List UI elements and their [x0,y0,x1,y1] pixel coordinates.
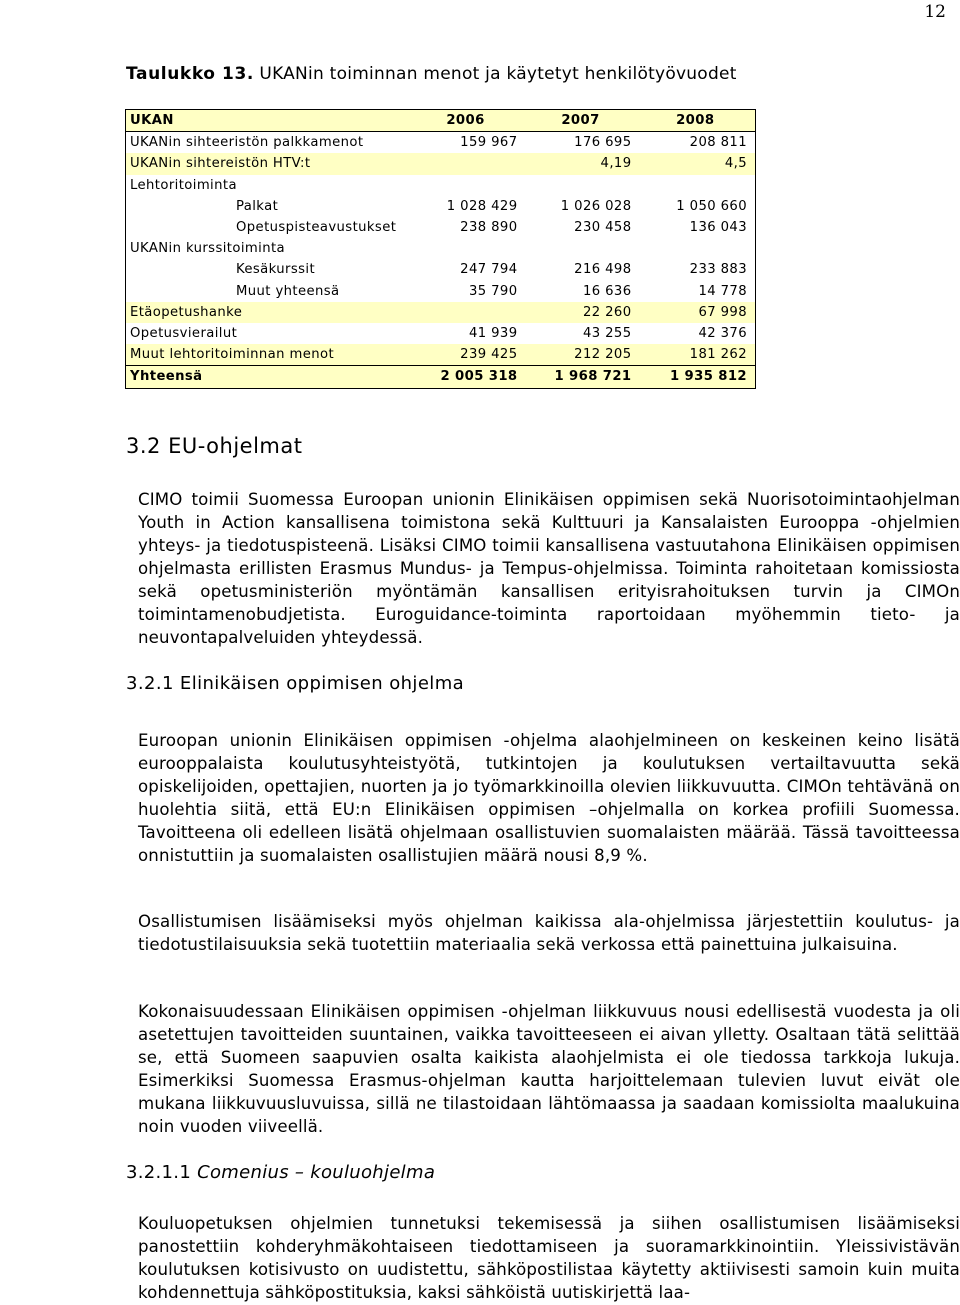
table-total-row [126,366,756,388]
row-value: 1 028 429 [446,198,518,214]
row-value: 230 458 [574,220,632,236]
subsubsection-title: Comenius – kouluohjelma [197,1162,436,1183]
subsubsection-number: 3.2.1.1 [126,1162,192,1183]
row-label: UKANin sihteeristön palkkamenot [130,135,364,151]
row-value: 238 890 [460,220,518,236]
row-value [526,175,640,196]
subsection-paragraph: Euroopan unionin Elinikäisen oppimisen -ohjelma alaohjelmineen on keskeinen keino lisätä eurooppalaista koulutusyhteistyötä, tutkintojen ja koulutuksen vertailtavuutta sekä opiskelijoiden, opettajien, nuorten ja jo työmarkkinoilla olevien liikkuvuutta. CIMOn tehtävänä on huolehtia siitä, että EU:n Elinikäisen oppimisen –ohjelmalla on korkea profiili Suomessa. Tavoitteena oli edelleen lisätä ohjelmaan osallistuvien suomalaisten määrää. Tässä tavoitteessa onnistuttiin ja suomalaisten osallistujien määrä nousi 8,9 %. [138,731,960,865]
header-year: 2007 [526,110,640,132]
row-label: Muut yhteensä [236,283,340,299]
row-label: Lehtoritoiminta [130,177,237,193]
row-value: 4,5 [640,153,756,174]
row-label: UKANin kurssitoiminta [130,241,286,257]
section-paragraph: CIMO toimii Suomessa Euroopan unionin Elinikäisen oppimisen sekä Nuorisotoimintaohjelman Youth in Action kansallisena toimistona sekä Kulttuuri ja Kansalaisten Eurooppa -ohjelmien yhteys- ja tiedotuspisteenä. Lisäksi CIMO toimii kansallisena vastuutahona Elinikäisen oppimisen ohjelmasta erillisten Erasmus Mundus- ja Tempus-ohjelmissa. Toiminta rahoitetaan komissiosta sekä opetusministeriön myöntämän kansallisen erityisrahoituksen turvin ja CIMOn toimintamenobudjetista. Euroguidance-toiminta raportoidaan myöhemmin tieto- ja neuvontapalveluiden yhteydessä. [138,490,960,647]
caption-text: UKANin toiminnan menot ja käytetyt henkilötyövuodet [259,64,737,84]
table-row [126,281,756,302]
table-row [126,238,756,259]
subsubsection-paragraph: Kouluopetuksen ohjelmien tunnetuksi tekemisessä ja siihen osallistumisen lisäämiseksi panostettiin kohderyhmäkohtaiseen tiedottamiseen ja suoramarkkinointiin. Yleissivistävän koulutuksen kotisivusto on uudistettu, sähköpostilistaa käytetty aktiivisesti samoin kuin muita kohdennettuja sähköpostituksia, kaksi sähköistä uutiskirjettä laa- [138,1214,960,1302]
row-value [526,238,640,259]
row-value [410,302,526,323]
caption-label: Taulukko 13. [126,64,254,84]
table-row [126,259,756,280]
row-label: UKANin sihtereistön HTV:t [126,153,410,174]
row-value: 239 425 [410,344,526,366]
section-heading: 3.2 EU-ohjelmat [126,434,303,458]
row-value: 136 043 [689,220,747,236]
table-row [126,323,756,344]
subsection-heading: 3.2.1 Elinikäisen oppimisen ohjelma [126,673,465,694]
row-value [410,238,526,259]
row-value: 1 026 028 [560,198,632,214]
row-value: 176 695 [574,135,632,151]
table-row [126,153,756,174]
table-row [126,344,756,366]
header-year: 2008 [640,110,756,132]
row-value: 14 778 [698,283,747,299]
total-value: 1 935 812 [640,366,756,388]
row-label: Opetusvierailut [130,326,238,342]
row-label: Opetuspisteavustukset [236,220,397,236]
row-value: 212 205 [526,344,640,366]
row-value [410,153,526,174]
row-value: 16 636 [582,283,632,299]
total-value: 1 968 721 [526,366,640,388]
subsubsection-heading [126,1162,435,1183]
row-value: 159 967 [460,135,518,151]
row-value: 4,19 [526,153,640,174]
table-row [126,302,756,323]
row-value: 42 376 [698,326,747,342]
row-label: Kesäkurssit [236,262,316,278]
table-row [126,196,756,217]
row-value: 43 255 [582,326,632,342]
row-value: 216 498 [574,262,632,278]
table-header-row [126,110,756,132]
row-value: 208 811 [689,135,747,151]
header-label: UKAN [126,110,410,132]
row-label: Etäopetushanke [126,302,410,323]
row-value [640,238,756,259]
row-value: 35 790 [468,283,518,299]
row-value: 41 939 [468,326,518,342]
page-number: 12 [924,2,946,22]
table-row [126,217,756,238]
row-value: 233 883 [689,262,747,278]
row-value: 1 050 660 [676,198,747,214]
row-label: Muut lehtoritoiminnan menot [126,344,410,366]
row-value: 67 998 [640,302,756,323]
row-value: 181 262 [640,344,756,366]
row-value: 247 794 [460,262,518,278]
row-value [640,175,756,196]
expenses-table [125,109,756,389]
row-value: 22 260 [526,302,640,323]
row-label: Palkat [236,198,279,214]
table-caption [126,62,926,86]
total-value: 2 005 318 [410,366,526,388]
row-value [410,175,526,196]
table-row [126,175,756,196]
table-row [126,132,756,154]
subsection-paragraph: Kokonaisuudessaan Elinikäisen oppimisen -ohjelman liikkuvuus nousi edellisestä vuodesta ja oli asetettujen tavoitteiden suuntainen, vaikka tavoitteeseen ei aivan ylletty. Osaltaan tätä selittää se, että Suomeen saapuvien osalta kaikista alaohjelmista ei ole tiedossa tarkkoja lukuja. Esimerkiksi Suomessa Erasmus-ohjelman kautta harjoittelemaan tulevien luvut eivät ole mukana liikkuvuusluvuissa, sillä ne tilastoidaan lähtömaassa ja saadaan komissiolta maalukuina noin vuoden viiveellä. [138,1002,960,1136]
total-label: Yhteensä [126,366,410,388]
header-year: 2006 [410,110,526,132]
subsection-paragraph: Osallistumisen lisäämiseksi myös ohjelman kaikissa ala-ohjelmissa järjestettiin koulutus- ja tiedotustilaisuuksia sekä tuotettiin materiaalia sekä verkossa että painettuina julkaisuina. [138,912,960,954]
